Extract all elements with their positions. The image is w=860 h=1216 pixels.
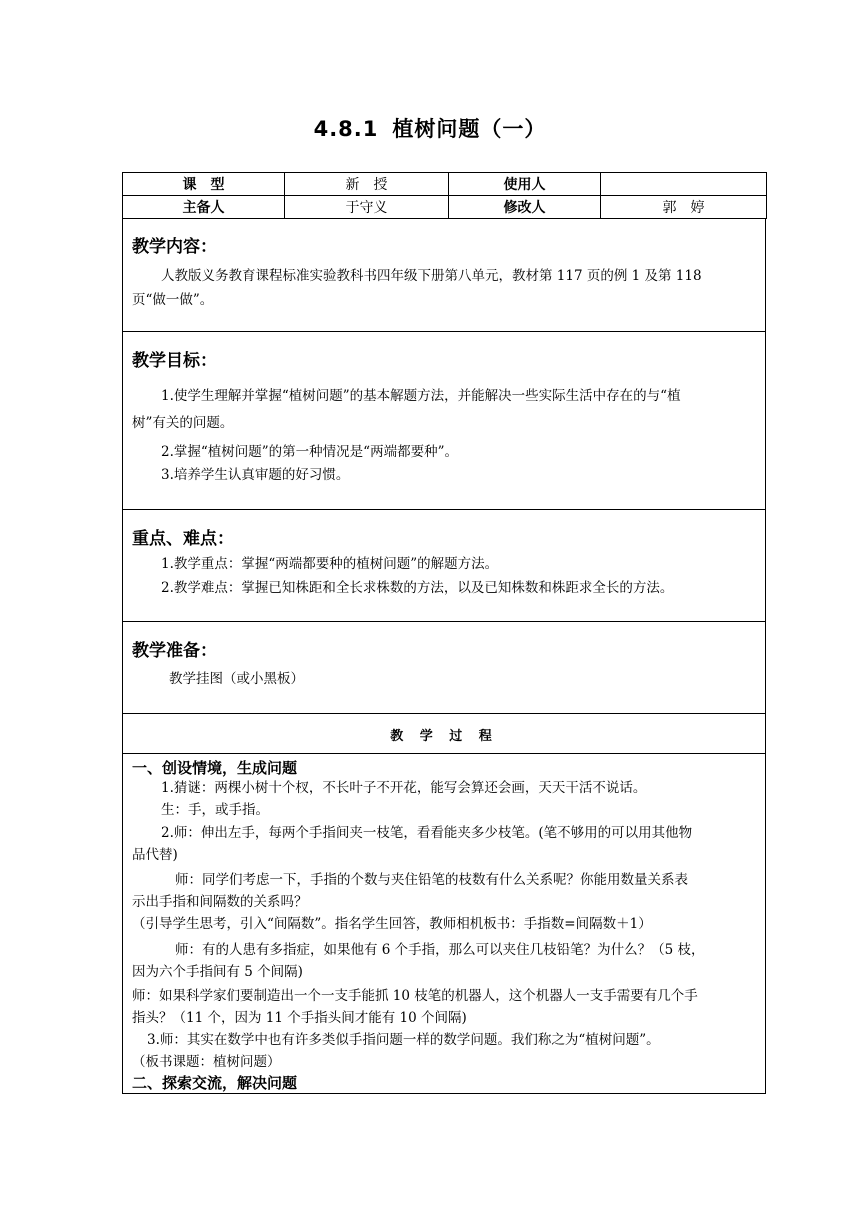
teaching-goals-section	[122, 332, 766, 510]
teaching-goals-heading: 教学目标：	[132, 351, 217, 371]
meta-row	[123, 196, 767, 219]
lesson-number: 4.8.1	[313, 117, 379, 141]
process-line: 品代替)	[132, 847, 178, 863]
process-line: （引导学生思考，引入“间隔数”。指名学生回答，教师相机板书：手指数=间隔数＋1）	[132, 916, 652, 932]
goal-line: 1.使学生理解并掌握“植树问题”的基本解题方法，并能解决一些实际生活中存在的与“植	[161, 388, 681, 404]
user-label: 使用人	[449, 173, 601, 196]
lesson-title: 植树问题（一）	[392, 117, 547, 141]
teaching-content-heading: 教学内容：	[132, 237, 217, 257]
editor-value: 郭 婷	[601, 196, 767, 219]
process-line: 指头？（11 个，因为 11 个手指头间才能有 10 个间隔)	[132, 1010, 467, 1026]
user-value	[601, 173, 767, 196]
page-title	[0, 113, 860, 143]
process-line: （板书课题：植树问题）	[132, 1054, 281, 1070]
teaching-content-section	[122, 218, 766, 332]
preparation-section	[122, 622, 766, 714]
process-section1-heading: 一、创设情境，生成问题	[132, 759, 298, 777]
process-section2-heading: 二、探索交流，解决问题	[132, 1074, 298, 1092]
key-points-heading: 重点、难点：	[132, 529, 234, 549]
process-header-cell	[122, 714, 766, 754]
preparation-heading: 教学准备：	[132, 641, 217, 661]
process-line: 生：手，或手指。	[161, 802, 269, 818]
process-section	[122, 754, 766, 1094]
preparation-line: 教学挂图（或小黑板）	[169, 671, 304, 687]
editor-label: 修改人	[449, 196, 601, 219]
type-value: 新 授	[285, 173, 449, 196]
content-line: 页“做一做”。	[132, 292, 214, 308]
key-point-line: 2.教学难点：掌握已知株距和全长求株数的方法，以及已知株数和株距求全长的方法。	[161, 580, 674, 596]
preparer-value: 于守义	[285, 196, 449, 219]
goal-line: 3.培养学生认真审题的好习惯。	[161, 467, 350, 483]
process-line: 2.师：伸出左手，每两个手指间夹一枝笔，看看能夹多少枝笔。(笔不够用的可以用其他物	[161, 825, 693, 841]
process-line: 示出手指和间隔数的关系吗？	[132, 894, 308, 910]
process-heading: 教 学 过 程	[390, 729, 498, 744]
preparer-label: 主备人	[123, 196, 285, 219]
type-label: 课 型	[123, 173, 285, 196]
process-line: 1.猜谜：两棵小树十个杈，不长叶子不开花，能写会算还会画，天天干活不说话。	[161, 780, 647, 796]
goal-line: 2.掌握“植树问题”的第一种情况是“两端都要种”。	[161, 444, 458, 460]
content-line: 人教版义务教育课程标准实验教科书四年级下册第八单元，教材第 117 页的例 1 及第 118	[161, 268, 702, 284]
lesson-meta-table	[122, 172, 767, 219]
key-point-line: 1.教学重点：掌握“两端都要种的植树问题”的解题方法。	[161, 556, 499, 572]
process-line: 师：同学们考虑一下，手指的个数与夹住铅笔的枝数有什么关系呢？你能用数量关系表	[175, 872, 688, 888]
process-line: 3.师：其实在数学中也有许多类似手指问题一样的数学问题。我们称之为“植树问题”。	[147, 1032, 660, 1048]
process-line: 师：如果科学家们要制造出一个一支手能抓 10 枝笔的机器人，这个机器人一支手需要有几个手	[132, 988, 698, 1004]
meta-row	[123, 173, 767, 196]
key-points-section	[122, 510, 766, 622]
process-line: 因为六个手指间有 5 个间隔)	[132, 964, 303, 980]
process-line: 师：有的人患有多指症，如果他有 6 个手指，那么可以夹住几枝铅笔？为什么？（5 枝，	[175, 942, 705, 958]
goal-line: 树”有关的问题。	[132, 415, 234, 431]
